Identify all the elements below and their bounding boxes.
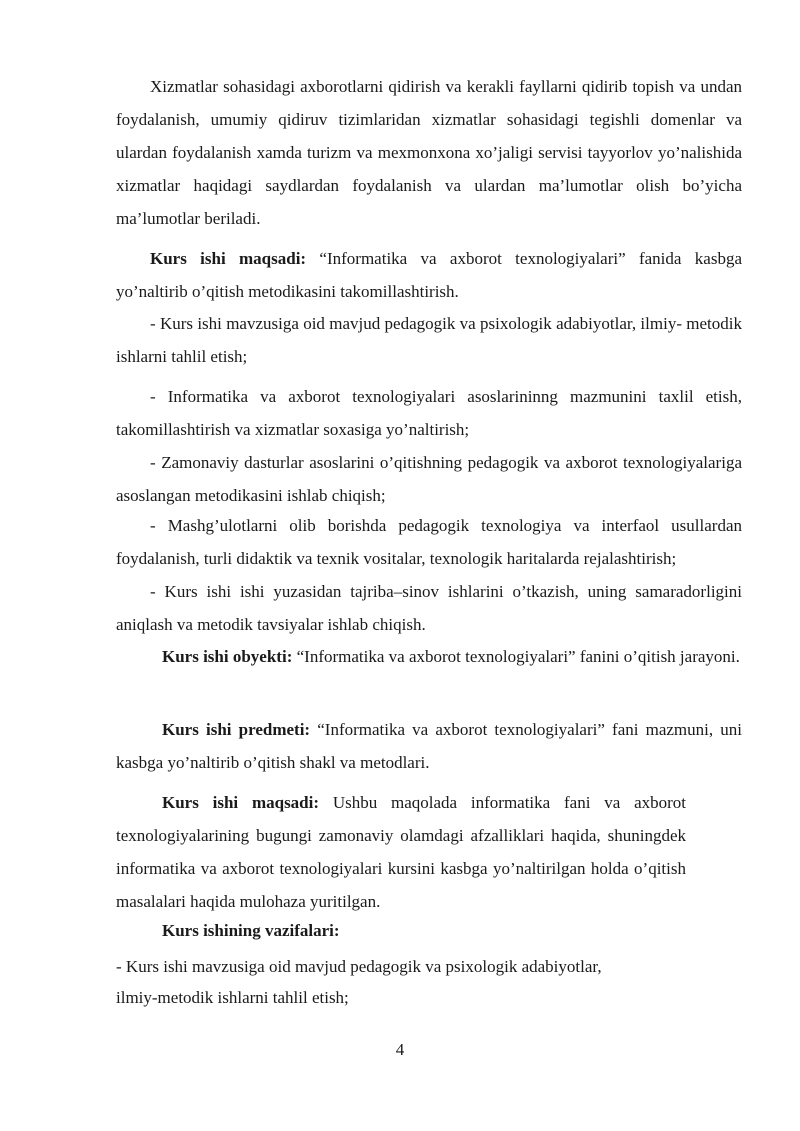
last-line-1: - Kurs ishi mavzusiga oid mavjud pedagogik va psixologik adabiyotlar, [116,957,602,976]
goal-text: “Informatika va axborot texnologiyalari” fanida kasbga yo’naltirib o’qitish metodikasini takomillashtirish. [116,249,742,301]
task-item: - Zamonaviy dasturlar asoslarini o’qitishning pedagogik va axborot texnologiyalariga asoslangan metodikasini ishlab chiqish; [116,453,742,505]
goal2-label: Kurs ishi maqsadi: [162,793,320,812]
goal2-text: Ushbu maqolada informatika fani va axborot texnologiyalarining bugungi zamonaviy olamdagi afzalliklari haqida, shuningdek informatika va axborot texnologiyalari kursini kasbga yo’naltirilgan holda o’qitish masalalari haqida mulohaza yuritilgan. [116,793,686,911]
tasks-heading: Kurs ishining vazifalari: [162,921,340,940]
object-label: Kurs ishi obyekti: [162,647,293,666]
subject-paragraph [116,713,742,779]
task-item: - Informatika va axborot texnologiyalari asoslarininng mazmunini taxlil etish, takomillashtirish va xizmatlar soxasiga yo’naltirish; [116,387,742,439]
goal-paragraph [116,242,742,308]
subject-label: Kurs ishi predmeti: [162,720,311,739]
goal2-paragraph [116,786,686,918]
intro-paragraph: Xizmatlar sohasidagi axborotlarni qidirish va kerakli fayllarni qidirib topish va undan foydalanish, umumiy qidiruv tizimlaridan xizmatlar sohasidagi tegishli domenlar va ulardan foydalanish xamda turizm va mexmonxona xo’jaligi servisi tayyorlov yo’nalishida xizmatlar haqidagi saydlardan foydalanish va ulardan ma’lumotlar olish bo’yicha ma’lumotlar beriladi. [116,77,742,228]
subject-text: “Informatika va axborot texnologiyalari” fani mazmuni, uni kasbga yo’naltirib o’qitish shakl va metodlari. [116,720,742,772]
last-line-2: ilmiy-metodik ishlarni tahlil etish; [116,988,349,1007]
task-item: - Mashg’ulotlarni olib borishda pedagogik texnologiya va interfaol usullardan foydalanish, turli didaktik va texnik vositalar, texnologik haritalarda rejalashtirish; [116,516,742,568]
task-item: - Kurs ishi mavzusiga oid mavjud pedagogik va psixologik adabiyotlar, ilmiy- metodik ishlarni tahlil etish; [116,314,742,366]
object-text: “Informatika va axborot texnologiyalari” fanini o’qitish jarayoni. [292,647,740,666]
page-number: 4 [395,1040,405,1059]
object-paragraph [116,640,742,673]
task-item: - Kurs ishi ishi yuzasidan tajriba–sinov ishlarini o’tkazish, uning samaradorligini aniqlash va metodik tavsiyalar ishlab chiqish. [116,582,742,634]
goal-label: Kurs ishi maqsadi: [150,249,307,268]
